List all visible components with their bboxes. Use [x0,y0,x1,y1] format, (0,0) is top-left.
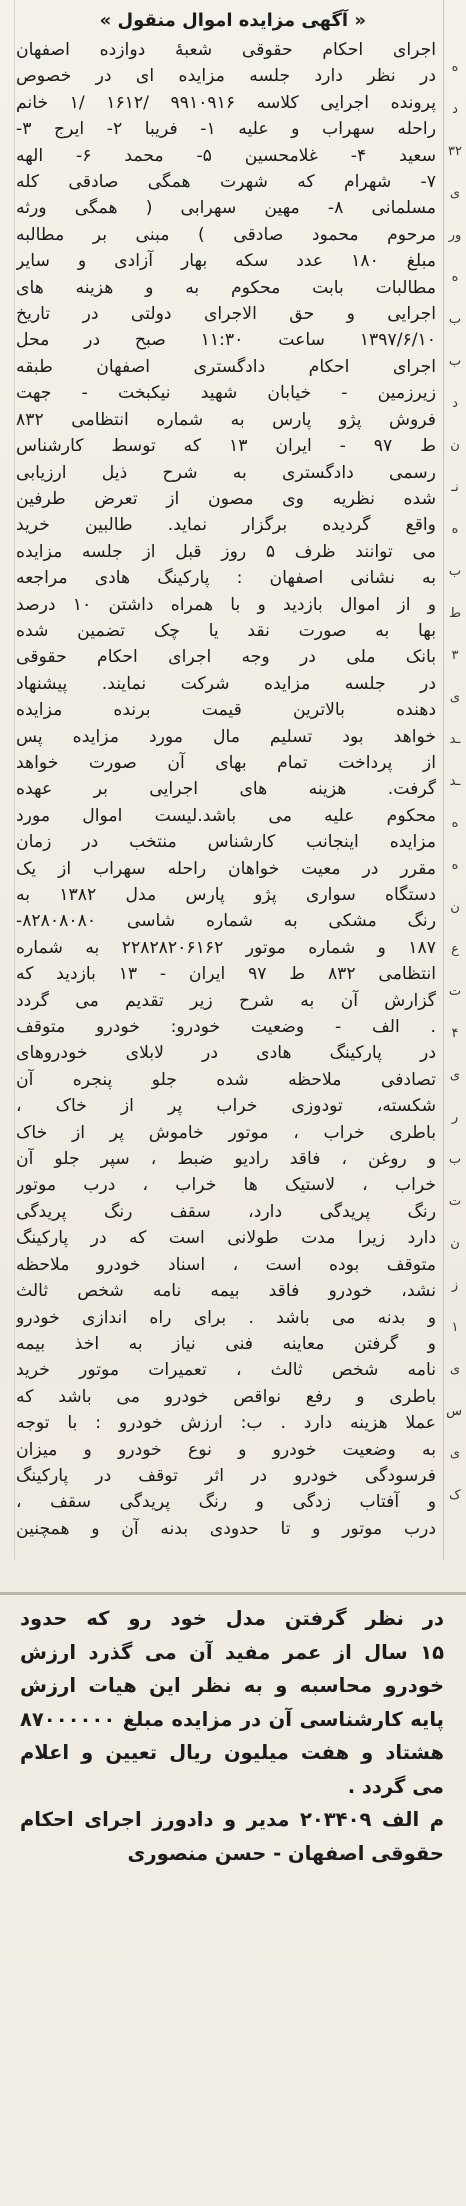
adjacent-column-fragment: ن [450,900,460,915]
footer-line: ۱۵ سال از عمر مفید آن می گذرد ارزش [20,1640,444,1664]
notice-body-line: فروش پژو پارس به شماره انتظامی ۸۳۲ [16,409,436,430]
notice-body-line: ۷- شهرام که شهرت همگی صادقی کله [16,172,436,193]
notice-body-line: فرسودگی خودرو در اثر توقف در پارکینگ [16,1465,436,1486]
adjacent-column-fragment: ن [450,438,460,453]
adjacent-column-fragment: ور [448,228,462,243]
notice-body-line: دهنده بالاترین قیمت برنده مزایده [16,700,436,721]
adjacent-column-fragment: ز [451,1278,459,1293]
notice-body-line: و آفتاب زدگی و رنگ پریدگی سقف ، [16,1492,436,1513]
adjacent-column-fragment: ه [451,60,459,75]
notice-body-line: مسلمانی ۸- مهین سهرابی ( همگی ورثه [16,198,436,219]
footer-line: می گردد . [347,1774,444,1798]
adjacent-column-fragment: ع [451,942,459,957]
adjacent-column-fragment: ی [449,1446,461,1461]
notice-body-line: و گرفتن معاینه فنی نیاز به اخذ بیمه [16,1333,436,1354]
notice-body-line: در نظر دارد جلسه مزایده ای در خصوص [16,66,436,87]
adjacent-column-strip-right [443,0,466,1560]
adjacent-column-fragment: ـد [449,774,461,789]
footer-line: هشتاد و هفت میلیون ریال تعیین و اعلام [20,1741,444,1764]
adjacent-column-fragment: ت [448,1194,462,1209]
notice-body-line: ط ۹۷ - ایران ۱۳ که توسط کارشناس [16,436,436,457]
footer-line: پایه کارشناسی آن در مزایده مبلغ ۸۷۰۰۰۰۰۰ [20,1707,444,1731]
notice-body-line: گزارش آن به شرح زیر تقدیم می گردد [16,990,436,1011]
notice-body-line: باطری خراب ، موتور خاموش پر از خاک [16,1122,436,1143]
adjacent-column-fragment: ر [451,1110,459,1125]
notice-signature [20,1803,444,1870]
footer-line: خودرو محاسبه و به نظر این هیات ارزش [20,1674,444,1697]
notice-body-line: و بدنه می باشد . برای راه اندازی خودرو [16,1307,436,1328]
notice-body-line: دارد زیرا مدت طولانی است که در پارکینگ [16,1228,436,1249]
adjacent-column-fragment: ـد [449,732,461,747]
adjacent-column-fragment: ه [451,816,459,831]
notice-body-line: گرفت. هزینه های اجرایی بر عهده [16,779,436,800]
notice-body-line: ۱۸۷ و شماره موتور ۲۲۸۲۸۲۰۶۱۶۲ به شماره [16,937,436,958]
notice-body-line: عملا هزینه دارد . ب: ارزش خودرو : با توجه [16,1413,436,1434]
adjacent-column-fragment: ط [448,606,462,621]
notice-body-line: مرحوم محمود صادقی ) مبنی بر مطالبه [16,224,436,245]
adjacent-column-fragment: ت [448,984,462,999]
notice-body-line: باطری و رفع نواقص خودرو می باشد که [16,1386,436,1407]
notice-body-line: و روغن ، فاقد رادیو ضبط ، سپر جلو آن [16,1149,436,1170]
adjacent-column-fragment: ی [449,690,461,705]
adjacent-column-fragment: ب [448,564,462,579]
notice-body-line: خواهد بود تسلیم مال مورد مزایده پس [16,726,436,747]
notice-body-line: راحله سهراب و علیه ۱- فریبا ۲- ایرج ۳- [16,119,436,140]
notice-body-line: می توانند ظرف ۵ روز قبل از جلسه مزایده [16,541,436,562]
adjacent-column-fragment: ۱ [451,1320,459,1335]
adjacent-column-fragment: ن [450,1236,460,1251]
adjacent-column-fragment: ۳ [451,648,459,663]
notice-footer [20,1602,444,1870]
notice-body-line: دستگاه سواری پژو پارس مدل ۱۳۸۲ به [16,885,436,905]
notice-body-line: پرونده اجرایی کلاسه ۹۹۱۰۹۱۶ /۱۶۱۲ /۱ خانم [16,92,436,113]
notice-body-line: درب موتور و تا حدودی بدنه آن و همچنین [16,1518,436,1539]
notice-body-line: مبلغ ۱۸۰ عدد سکه بهار آزادی و سایر [16,251,436,272]
footer-text [20,1602,444,1803]
notice-body-line: رسمی دادگستری به شرح ذیل ارزیابی [16,462,436,483]
adjacent-column-fragment: ب [448,1152,462,1167]
signature-line: م الف ۲۰۳۴۰۹ مدیر و دادورز اجرای احکام [20,1808,444,1831]
notice-body-line: انتظامی ۸۳۲ ط ۹۷ ایران - ۱۳ بازدید که [16,964,436,985]
notice-body-line: اجرای احکام حقوقی شعبهٔ دوازده اصفهان [16,40,436,60]
notice-body-line: خراب ، لاستیک ها خراب ، درب موتور [16,1175,436,1196]
adjacent-column-fragment: ه [451,858,459,873]
notice-body-line: و از اموال بازدید و با همراه داشتن ۱۰ درصد [16,594,436,615]
notice-body-line: زیرزمین - خیابان شهید نیکبخت - جهت [16,383,436,404]
notice-body-line: نشد، خودرو فاقد بیمه نامه شخص ثالث [16,1281,436,1302]
adjacent-column-fragment: ی [449,1068,461,1083]
notice-body-line: اجرای احکام دادگستری اصفهان طبقه [16,356,436,377]
notice-body-line: محکوم علیه می باشد.لیست اموال مورد [16,805,436,826]
notice-body [16,37,436,1542]
notice-body-line: مطالبات بابت محکوم به و هزینه های [16,277,436,298]
signature-line: حقوقی اصفهان - حسن منصوری [127,1841,444,1865]
notice-body-line: سعید ۴- غلامحسین ۵- محمد ۶- الهه [16,145,436,166]
adjacent-column-fragment: ی [449,186,461,201]
notice-body-line: واقع گردیده برگزار نماید. طالبین خرید [16,515,436,536]
notice-body-line: ۱۳۹۷/۶/۱۰ ساعت ۱۱:۳۰ صبح در محل [16,330,436,351]
notice-body-line: متوقف بوده است ، اسناد خودرو ملاحظه [16,1254,436,1275]
adjacent-column-fragment: د [452,102,458,117]
notice-body-line: رنگ پریدگی دارد، سقف رنگ پریدگی [16,1201,436,1222]
adjacent-column-fragment: ک [449,1488,461,1503]
notice-body-line: به وضعیت خودرو و نوع خودرو و میزان [16,1439,436,1460]
notice-body-line: به نشانی اصفهان : پارکینگ هادی مراجعه [16,568,436,589]
notice-body-line: شده نظریه وی مصون از تعرض طرفین [16,488,436,509]
adjacent-column-fragment: ه [451,522,459,537]
notice-title: « آگهی مزایده اموال منقول » [99,10,366,31]
notice-body-line: مقرر در معیت خواهان راحله سهراب از یک [16,858,436,879]
notice-body-line: بانک ملی در وجه اجرای احکام حقوقی [16,647,436,668]
adjacent-column-fragment: ه [451,270,459,285]
adjacent-column-strip-left [0,0,15,1560]
adjacent-column-fragment: د [452,396,458,411]
adjacent-column-fragment: نـ [451,480,459,495]
adjacent-column-fragment: ی [449,1362,461,1377]
notice-body-line: از پرداخت تمام بهای آن صورت خواهد [16,752,436,773]
clipping-divider [0,1592,466,1595]
auction-notice [16,8,436,1542]
adjacent-column-fragment: ۴ [451,1026,459,1041]
footer-line: در نظر گرفتن مدل خود رو که حدود [20,1607,444,1630]
notice-body-line: مزایده اینجانب کارشناس منتخب در زمان [16,832,436,853]
notice-body-line: تصادفی ملاحظه شده جلو پنجره آن [16,1069,436,1090]
notice-body-line: بها به صورت نقد یا چک تضمین شده [16,620,436,641]
notice-body-line: در جلسه مزایده شرکت نمایند. پیشنهاد [16,673,436,694]
adjacent-column-fragment: ب [448,312,462,327]
adjacent-column-fragment: س [446,1404,462,1419]
notice-body-line: در پارکینگ هادی در لابلای خودروهای [16,1043,436,1064]
adjacent-column-fragment: ب [448,354,462,369]
adjacent-column-fragment: ۳۲ [448,144,462,159]
notice-body-line: رنگ مشکی به شماره شاسی ۸۲۸۰۸۰۸۰- [16,911,436,932]
notice-body-line: شکسته، تودوزی خراب پر از خاک ، [16,1096,436,1117]
notice-body-line: اجرایی و حق الاجرای دولتی در تاریخ [16,304,436,325]
notice-body-line: نامه شخص ثالث ، تعمیرات موتور خرید [16,1360,436,1381]
notice-body-line: . الف - وضعیت خودرو: خودرو متوقف [16,1017,436,1038]
